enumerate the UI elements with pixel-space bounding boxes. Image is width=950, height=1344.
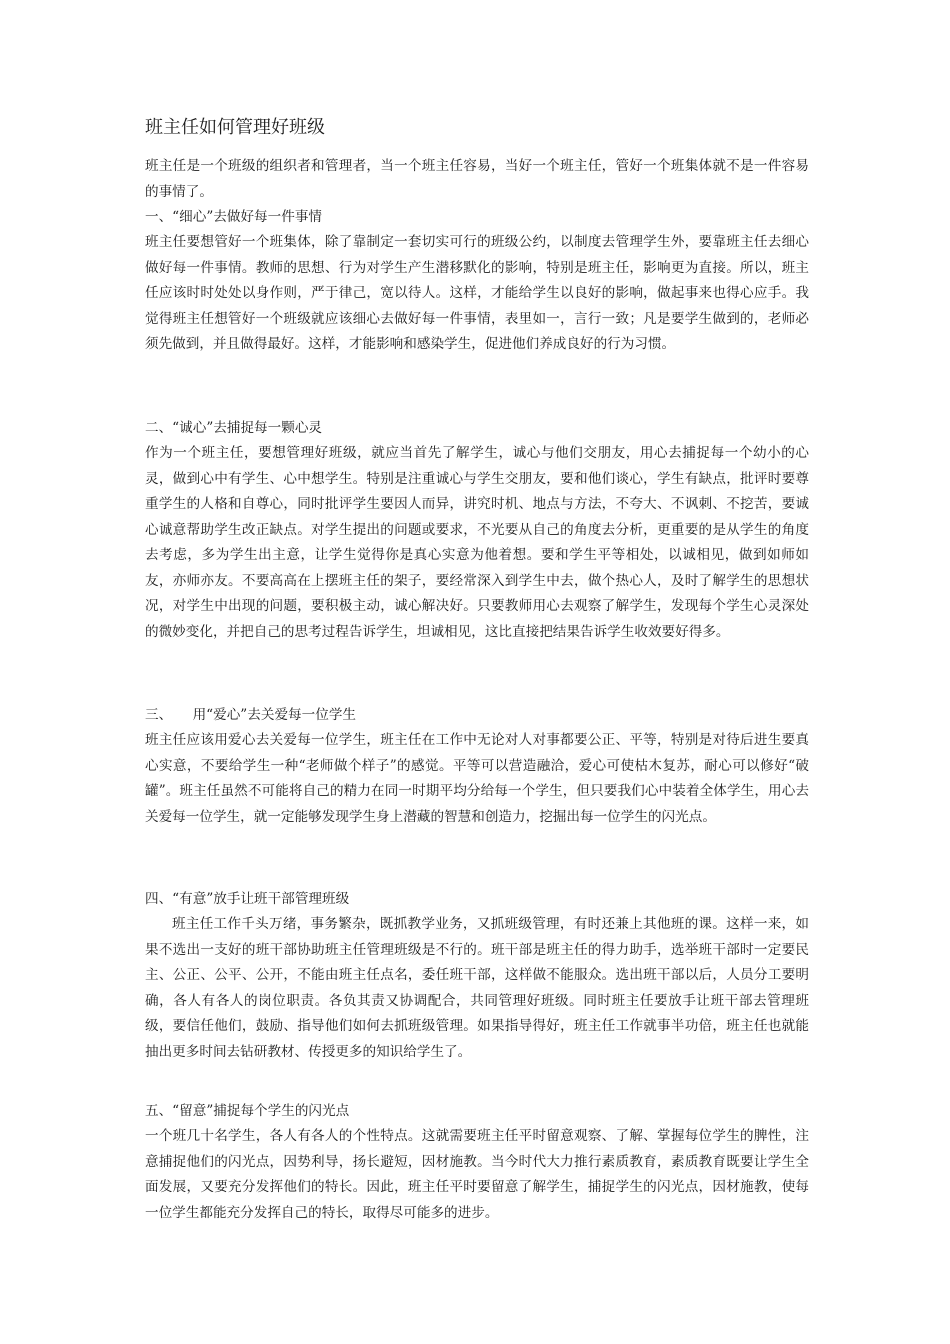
section-3-heading: 三、 用“爱心”去关爱每一位学生 [145, 707, 357, 723]
section-4-text: 班主任工作千头万绪，事务繁杂，既抓教学业务，又抓班级管理，有时还兼上其他班的课。这样一来，如果不选出一支好的班干部协助班主任管理班级是不行的。班干部是班主任的得力助手，选举班干部时一定要民主、公正、公平、公开，不能由班主任点名，委任班干部，这样做不能服众。选出班干部以后，人员分工要明确，各人有各人的岗位职责。各负其责又协调配合，共同管理好班级。同时班主任要放手让班干部去管理班级，要信任他们，鼓励、指导他们如何去抓班级管理。如果指导得好，班主任工作就事半功倍，班主任也就能抽出更多时间去钻研教材、传授更多的知识给学生了。 [145, 916, 809, 1060]
section-2-text: 作为一个班主任，要想管理好班级，就应当首先了解学生，诚心与他们交朋友，用心去捕捉每一个幼小的心灵，做到心中有学生、心中想学生。特别是注重诚心与学生交朋友，要和他们谈心，学生有缺点，批评时要尊重学生的人格和自尊心，同时批评学生要因人而异，讲究时机、地点与方法，不夸大、不讽刺、不挖苦，要诚心诚意帮助学生改正缺点。对学生提出的问题或要求，不光要从自己的角度去分析，更重要的是从学生的角度去考虑，多为学生出主意，让学生觉得你是真心实意为他着想。要和学生平等相处，以诚相见，做到如师如友，亦师亦友。不要高高在上摆班主任的架子，要经常深入到学生中去，做个热心人，及时了解学生的思想状况，对学生中出现的问题，要积极主动，诚心解决好。只要教师用心去观察了解学生，发现每个学生心灵深处的微妙变化，并把自己的思考过程告诉学生，坦诚相见，这比直接把结果告诉学生收效要好得多。 [145, 445, 809, 640]
section-4-heading: 四、“有意”放手让班干部管理班级 [145, 891, 350, 907]
section-5-body [145, 1124, 809, 1226]
section-3-body [145, 728, 809, 830]
section-2-heading: 二、“诚心”去捕捉每一颗心灵 [145, 420, 323, 436]
section-5-heading: 五、“留意”捕捉每个学生的闪光点 [145, 1103, 350, 1119]
section-1-body [145, 230, 809, 358]
section-2-body [145, 441, 809, 645]
section-5-text: 一个班几十名学生，各人有各人的个性特点。这就需要班主任平时留意观察、了解、掌握每位学生的脾性，注意捕捉他们的闪光点，因势利导，扬长避短，因材施教。当今时代大力推行素质教育，素质教育既要让学生全面发展，又要充分发挥他们的特长。因此，班主任平时要留意了解学生，捕捉学生的闪光点，因材施教，使每一位学生都能充分发挥自己的特长，取得尽可能多的进步。 [145, 1128, 809, 1221]
intro-text: 班主任是一个班级的组织者和管理者，当一个班主任容易，当好一个班主任，管好一个班集体就不是一件容易的事情了。 [145, 158, 809, 200]
document-title: 班主任如何管理好班级 [145, 117, 325, 138]
section-1-heading: 一、“细心”去做好每一件事情 [145, 209, 323, 225]
section-3-text: 班主任应该用爱心去关爱每一位学生，班主任在工作中无论对人对事都要公正、平等，特别是对待后进生要真心实意，不要给学生一种“老师做个样子”的感觉。平等可以营造融洽，爱心可使枯木复苏，耐心可以修好“破罐”。班主任虽然不可能将自己的精力在同一时期平均分给每一个学生，但只要我们心中装着全体学生，用心去关爱每一位学生，就一定能够发现学生身上潜藏的智慧和创造力，挖掘出每一位学生的闪光点。 [145, 732, 809, 825]
intro-paragraph [145, 154, 809, 205]
section-4-body [145, 912, 809, 1065]
section-1-text: 班主任要想管好一个班集体，除了靠制定一套切实可行的班级公约，以制度去管理学生外，要靠班主任去细心做好每一件事情。教师的思想、行为对学生产生潜移默化的影响，特别是班主任，影响更为直接。所以，班主任应该时时处处以身作则，严于律己，宽以待人。这样，才能给学生以良好的影响，做起事来也得心应手。我觉得班主任想管好一个班级就应该细心去做好每一件事情，表里如一，言行一致；凡是要学生做到的，老师必须先做到，并且做得最好。这样，才能影响和感染学生，促进他们养成良好的行为习惯。 [145, 234, 809, 352]
